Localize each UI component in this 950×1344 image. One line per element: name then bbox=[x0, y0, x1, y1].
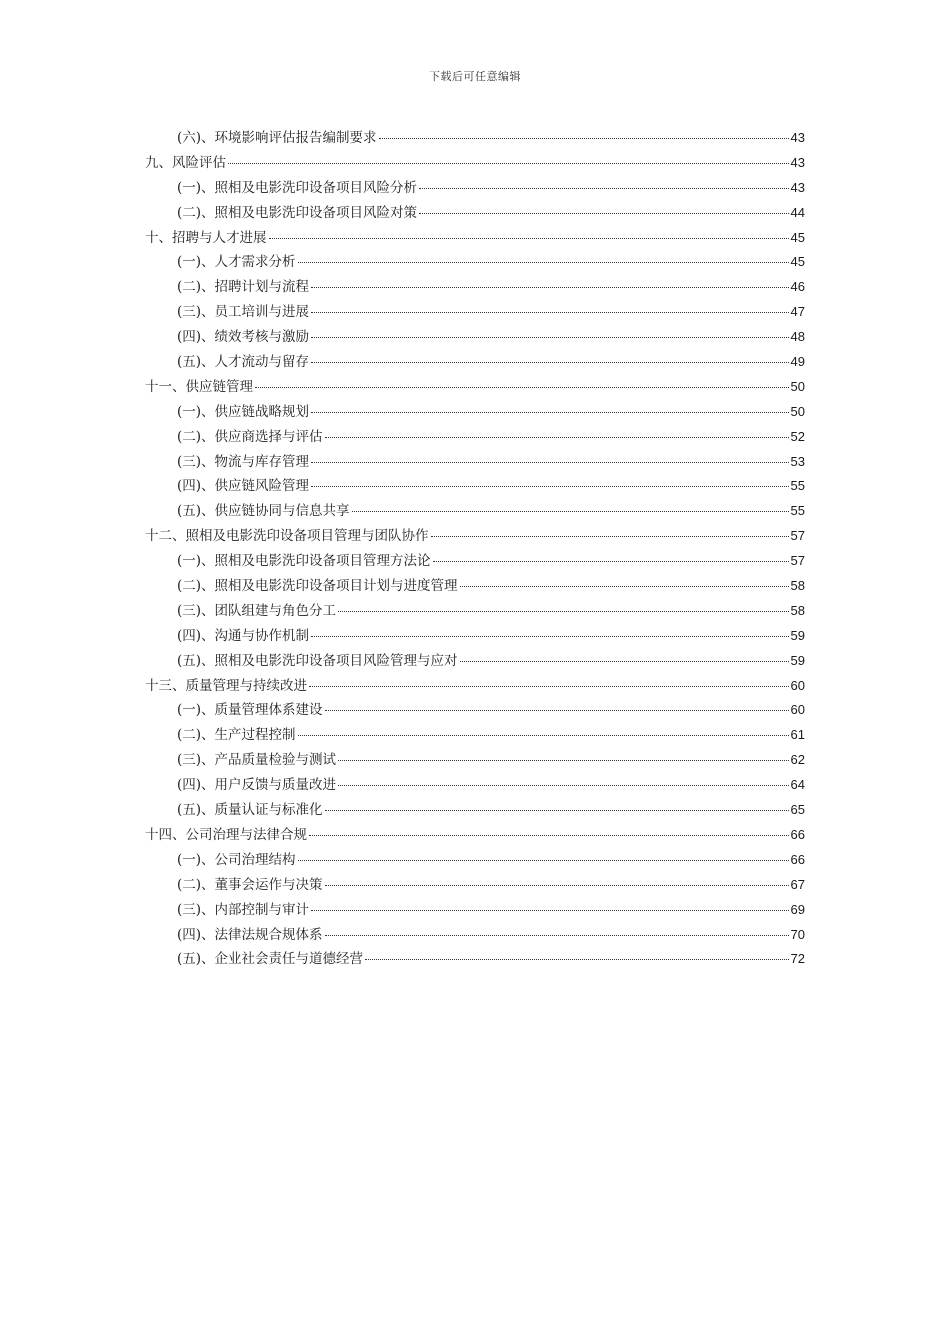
toc-page-number: 70 bbox=[790, 926, 805, 942]
toc-dot-leader bbox=[379, 138, 789, 139]
toc-page-number: 47 bbox=[790, 304, 805, 320]
toc-section-entry[interactable] bbox=[145, 549, 805, 574]
toc-dot-leader bbox=[309, 686, 789, 687]
toc-page-number: 55 bbox=[790, 478, 805, 494]
toc-entry-title: (五)、人才流动与留存 bbox=[177, 354, 310, 371]
toc-chapter-entry[interactable] bbox=[145, 674, 805, 699]
toc-entry-title: 九、风险评估 bbox=[145, 154, 226, 171]
toc-dot-leader bbox=[228, 163, 789, 164]
toc-section-entry[interactable] bbox=[145, 923, 805, 948]
toc-section-entry[interactable] bbox=[145, 723, 805, 748]
toc-section-entry[interactable] bbox=[145, 201, 805, 226]
toc-section-entry[interactable] bbox=[145, 873, 805, 898]
toc-page-number: 53 bbox=[790, 453, 805, 469]
toc-section-entry[interactable] bbox=[145, 474, 805, 499]
toc-entry-title: (三)、员工培训与进展 bbox=[177, 304, 310, 321]
toc-entry-title: (五)、照相及电影洗印设备项目风险管理与应对 bbox=[177, 652, 458, 669]
toc-page-number: 55 bbox=[790, 503, 805, 519]
toc-page-number: 45 bbox=[790, 229, 805, 245]
toc-page-number: 49 bbox=[790, 354, 805, 370]
toc-page-number: 45 bbox=[790, 254, 805, 270]
toc-dot-leader bbox=[298, 860, 789, 861]
toc-dot-leader bbox=[311, 636, 788, 637]
toc-section-entry[interactable] bbox=[145, 599, 805, 624]
toc-entry-title: (四)、用户反馈与质量改进 bbox=[177, 777, 337, 794]
toc-page-number: 72 bbox=[790, 951, 805, 967]
toc-page-number: 65 bbox=[790, 802, 805, 818]
toc-section-entry[interactable] bbox=[145, 275, 805, 300]
toc-section-entry[interactable] bbox=[145, 350, 805, 375]
toc-section-entry[interactable] bbox=[145, 848, 805, 873]
toc-entry-title: (一)、照相及电影洗印设备项目管理方法论 bbox=[177, 553, 431, 570]
toc-dot-leader bbox=[419, 213, 788, 214]
toc-entry-title: (四)、绩效考核与激励 bbox=[177, 329, 310, 346]
toc-page-number: 66 bbox=[790, 826, 805, 842]
toc-chapter-entry[interactable] bbox=[145, 375, 805, 400]
toc-page-number: 57 bbox=[790, 528, 805, 544]
toc-dot-leader bbox=[325, 885, 789, 886]
toc-entry-title: (一)、质量管理体系建设 bbox=[177, 702, 323, 719]
toc-dot-leader bbox=[269, 238, 789, 239]
toc-dot-leader bbox=[325, 935, 789, 936]
toc-entry-title: (四)、法律法规合规体系 bbox=[177, 926, 323, 943]
toc-dot-leader bbox=[338, 785, 788, 786]
toc-entry-title: (一)、公司治理结构 bbox=[177, 851, 296, 868]
toc-entry-title: (二)、招聘计划与流程 bbox=[177, 279, 310, 296]
toc-dot-leader bbox=[419, 188, 788, 189]
toc-entry-title: 十四、公司治理与法律合规 bbox=[145, 826, 307, 843]
toc-section-entry[interactable] bbox=[145, 574, 805, 599]
toc-page-number: 69 bbox=[790, 901, 805, 917]
toc-page-number: 50 bbox=[790, 403, 805, 419]
toc-chapter-entry[interactable] bbox=[145, 823, 805, 848]
toc-entry-title: (二)、董事会运作与决策 bbox=[177, 876, 323, 893]
toc-entry-title: (三)、内部控制与审计 bbox=[177, 901, 310, 918]
toc-dot-leader bbox=[311, 337, 788, 338]
toc-section-entry[interactable] bbox=[145, 400, 805, 425]
toc-section-entry[interactable] bbox=[145, 698, 805, 723]
toc-page-number: 52 bbox=[790, 428, 805, 444]
toc-page-number: 62 bbox=[790, 752, 805, 768]
toc-entry-title: 十二、照相及电影洗印设备项目管理与团队协作 bbox=[145, 528, 429, 545]
toc-section-entry[interactable] bbox=[145, 126, 805, 151]
toc-entry-title: (一)、照相及电影洗印设备项目风险分析 bbox=[177, 179, 418, 196]
toc-entry-title: (三)、团队组建与角色分工 bbox=[177, 602, 337, 619]
toc-page-number: 58 bbox=[790, 602, 805, 618]
toc-page-number: 44 bbox=[790, 204, 805, 220]
toc-entry-title: (二)、生产过程控制 bbox=[177, 727, 296, 744]
toc-dot-leader bbox=[338, 611, 788, 612]
toc-page-number: 57 bbox=[790, 553, 805, 569]
toc-section-entry[interactable] bbox=[145, 450, 805, 475]
toc-entry-title: (一)、人才需求分析 bbox=[177, 254, 296, 271]
toc-dot-leader bbox=[433, 561, 789, 562]
toc-section-entry[interactable] bbox=[145, 250, 805, 275]
toc-entry-title: (三)、物流与库存管理 bbox=[177, 453, 310, 470]
toc-section-entry[interactable] bbox=[145, 773, 805, 798]
toc-section-entry[interactable] bbox=[145, 176, 805, 201]
toc-chapter-entry[interactable] bbox=[145, 226, 805, 251]
toc-dot-leader bbox=[311, 462, 788, 463]
toc-page-number: 59 bbox=[790, 627, 805, 643]
toc-entry-title: (四)、供应链风险管理 bbox=[177, 478, 310, 495]
toc-section-entry[interactable] bbox=[145, 898, 805, 923]
toc-section-entry[interactable] bbox=[145, 748, 805, 773]
toc-page-number: 43 bbox=[790, 154, 805, 170]
toc-page-number: 46 bbox=[790, 279, 805, 295]
toc-dot-leader bbox=[298, 735, 789, 736]
toc-dot-leader bbox=[311, 412, 788, 413]
toc-section-entry[interactable] bbox=[145, 649, 805, 674]
toc-entry-title: (六)、环境影响评估报告编制要求 bbox=[177, 130, 377, 146]
toc-dot-leader bbox=[255, 387, 789, 388]
toc-dot-leader bbox=[311, 362, 788, 363]
toc-entry-title: 十、招聘与人才进展 bbox=[145, 229, 267, 246]
toc-entry-title: (四)、沟通与协作机制 bbox=[177, 627, 310, 644]
toc-page-number: 61 bbox=[790, 727, 805, 743]
toc-section-entry[interactable] bbox=[145, 425, 805, 450]
toc-section-entry[interactable] bbox=[145, 947, 805, 972]
toc-dot-leader bbox=[298, 262, 789, 263]
toc-page-number: 66 bbox=[790, 851, 805, 867]
toc-chapter-entry[interactable] bbox=[145, 524, 805, 549]
toc-dot-leader bbox=[431, 536, 789, 537]
toc-page-number: 60 bbox=[790, 677, 805, 693]
toc-section-entry[interactable] bbox=[145, 499, 805, 524]
toc-dot-leader bbox=[311, 910, 788, 911]
toc-page-number: 64 bbox=[790, 777, 805, 793]
toc-page-number: 43 bbox=[790, 130, 805, 145]
toc-dot-leader bbox=[311, 287, 788, 288]
toc-dot-leader bbox=[352, 511, 789, 512]
toc-dot-leader bbox=[325, 710, 789, 711]
toc-section-entry[interactable] bbox=[145, 624, 805, 649]
toc-entry-title: (一)、供应链战略规划 bbox=[177, 403, 310, 420]
toc-section-entry[interactable] bbox=[145, 325, 805, 350]
toc-dot-leader bbox=[460, 586, 789, 587]
toc-entry-title: (二)、照相及电影洗印设备项目风险对策 bbox=[177, 204, 418, 221]
toc-entry-title: (五)、供应链协同与信息共享 bbox=[177, 503, 350, 520]
toc-page-number: 58 bbox=[790, 578, 805, 594]
header-note: 下载后可任意编辑 bbox=[429, 70, 521, 83]
toc-entry-title: (三)、产品质量检验与测试 bbox=[177, 752, 337, 769]
toc-entry-title: (二)、供应商选择与评估 bbox=[177, 428, 323, 445]
toc-dot-leader bbox=[460, 661, 789, 662]
toc-entry-title: (二)、照相及电影洗印设备项目计划与进度管理 bbox=[177, 578, 458, 595]
table-of-contents bbox=[145, 126, 805, 972]
toc-entry-title: 十一、供应链管理 bbox=[145, 378, 253, 395]
toc-section-entry[interactable] bbox=[145, 300, 805, 325]
toc-dot-leader bbox=[325, 437, 789, 438]
toc-entry-title: (五)、质量认证与标准化 bbox=[177, 802, 323, 819]
toc-page-number: 43 bbox=[790, 179, 805, 195]
toc-dot-leader bbox=[309, 835, 789, 836]
toc-page-number: 67 bbox=[790, 876, 805, 892]
toc-section-entry[interactable] bbox=[145, 798, 805, 823]
toc-dot-leader bbox=[325, 810, 789, 811]
toc-dot-leader bbox=[311, 486, 788, 487]
toc-chapter-entry[interactable] bbox=[145, 151, 805, 176]
toc-page-number: 59 bbox=[790, 652, 805, 668]
toc-entry-title: 十三、质量管理与持续改进 bbox=[145, 677, 307, 694]
toc-dot-leader bbox=[365, 959, 788, 960]
toc-page-number: 60 bbox=[790, 702, 805, 718]
toc-dot-leader bbox=[311, 312, 788, 313]
toc-page-number: 50 bbox=[790, 378, 805, 394]
toc-entry-title: (五)、企业社会责任与道德经营 bbox=[177, 951, 364, 968]
toc-dot-leader bbox=[338, 760, 788, 761]
toc-page-number: 48 bbox=[790, 329, 805, 345]
